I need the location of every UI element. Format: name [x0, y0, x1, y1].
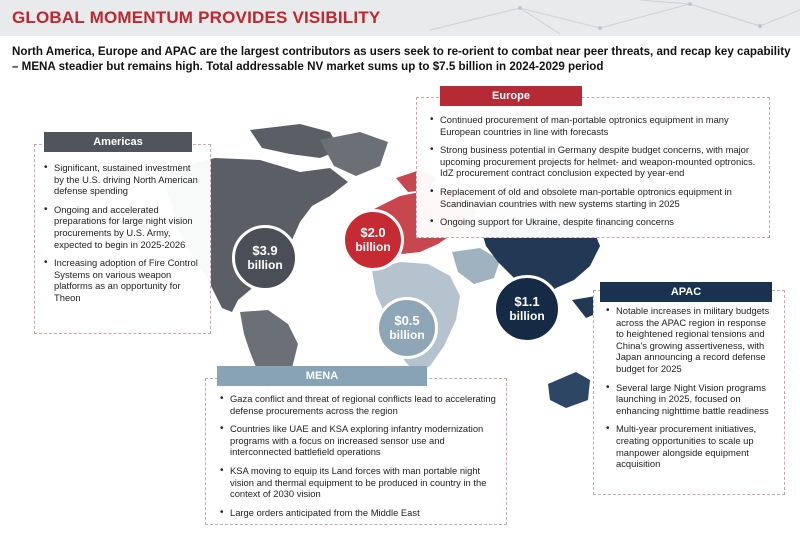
list-item: • Large orders anticipated from the Middle East	[219, 507, 498, 519]
list-item: • Notable increases in military budgets across the APAC region in response to heightened regional tensions and China's growing assertiveness, with Japan announcing a record defense budget for 2025	[605, 305, 776, 375]
list-item: • Ongoing and accelerated preparations for large night vision procurements by U.S. Army, expected to begin in 2025-2026	[43, 204, 200, 250]
page-subtitle: North America, Europe and APAC are the largest contributors as users seek to re-orient to combat near peer threats, and recap key capability – MENA steadier but remains high. Total addressable NV market sums up to $7.5 billion in 2024-2029 period	[12, 45, 791, 73]
americas-panel	[34, 144, 211, 334]
list-item: • Several large Night Vision programs launching in 2025, focused on enhancing nighttime battle readiness	[605, 382, 776, 417]
mena-header: MENA	[217, 366, 427, 386]
americas-amount: $3.9	[252, 243, 278, 258]
list-item: • Countries like UAE and KSA exploring infantry modernization programs with a focus on increased sensor use and interconnected battlefield operations	[219, 423, 498, 458]
list-item: • Continued procurement of man-portable optronics equipment in many European countries in line with forecasts	[429, 114, 759, 137]
list-item: • Increasing adoption of Fire Control Systems on various weapon platforms as an opportunity for Theon	[43, 257, 200, 303]
americas-value-bubble	[232, 225, 298, 291]
mena-panel	[205, 378, 507, 525]
americas-header: Americas	[44, 132, 192, 152]
apac-header: APAC	[600, 282, 772, 302]
page-title: GLOBAL MOMENTUM PROVIDES VISIBILITY	[12, 8, 381, 27]
europe-header: Europe	[440, 86, 582, 106]
list-item: • Multi-year procurement initiatives, creating opportunities to scale up manpower alongside equipment acquisition	[605, 423, 776, 469]
mena-amount: $0.5	[394, 313, 420, 328]
europe-panel	[416, 97, 770, 238]
europe-value-bubble	[342, 209, 404, 271]
list-item: • Strong business potential in Germany despite budget concerns, with major upcoming procurement projects for helmet- and weapon-mounted optronics. IdZ procurement contract conclusion expected by year-end	[429, 144, 759, 179]
map-australia	[548, 372, 590, 408]
list-item: • Ongoing support for Ukraine, despite financing concerns	[429, 216, 759, 228]
mena-value-bubble	[376, 297, 438, 359]
apac-panel	[593, 290, 785, 495]
americas-bullet-list	[43, 162, 200, 304]
europe-amount: $2.0	[360, 225, 386, 240]
mena-bullet-list	[219, 393, 498, 518]
list-item: • KSA moving to equip its Land forces with man portable night vision and thermal equipment to be produced in country in the context of 2030 vision	[219, 465, 498, 500]
europe-bullet-list	[429, 114, 759, 228]
apac-bullet-list	[605, 305, 776, 470]
list-item: • Replacement of old and obsolete man-portable optronics equipment in Scandinavian countries with new systems starting in 2025	[429, 186, 759, 209]
apac-amount: $1.1	[514, 294, 540, 309]
list-item: • Gaza conflict and threat of regional conflicts lead to accelerating defense procurements across the region	[219, 393, 498, 416]
apac-unit: billion	[509, 309, 545, 323]
mena-unit: billion	[389, 328, 425, 342]
europe-unit: billion	[355, 240, 391, 254]
americas-unit: billion	[247, 258, 283, 272]
apac-value-bubble	[493, 275, 561, 343]
list-item: • Significant, sustained investment by the U.S. driving North American defense spending	[43, 162, 200, 197]
